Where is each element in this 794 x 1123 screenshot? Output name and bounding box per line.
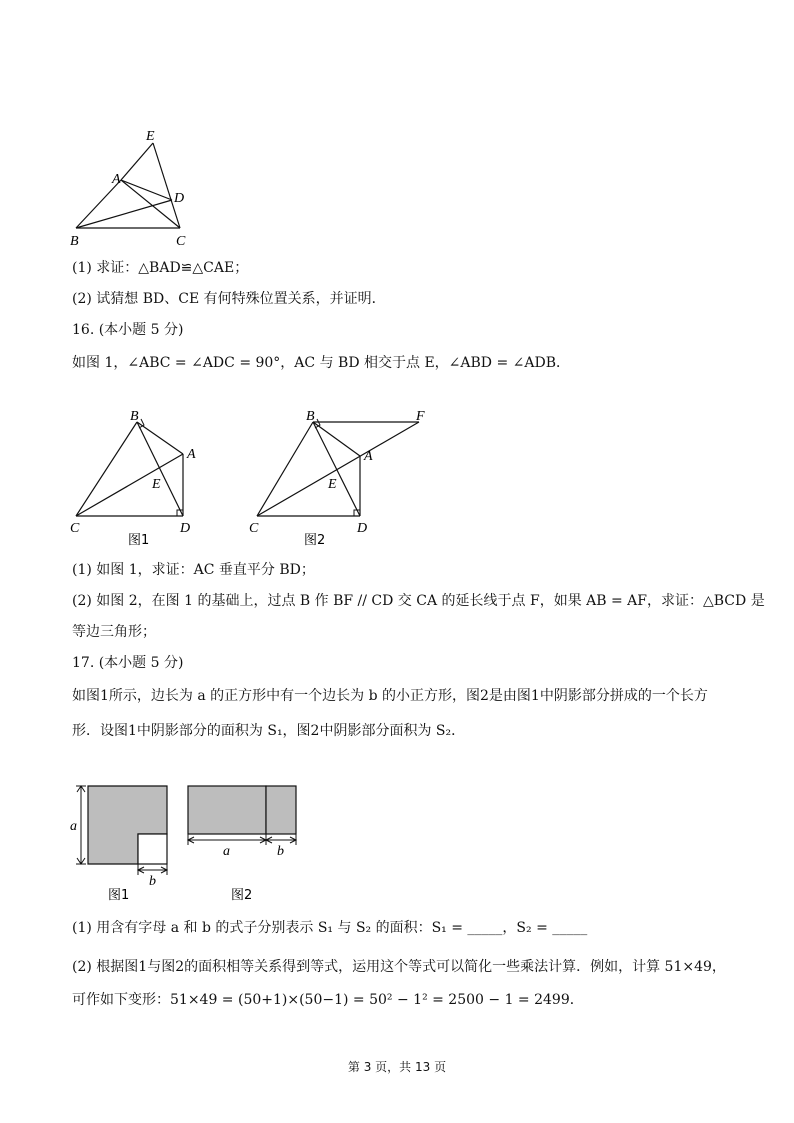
segment-EC: [153, 143, 180, 228]
q16-header: 16. (本小题 5 分): [72, 322, 184, 338]
label-D: D: [180, 521, 191, 536]
q17-part2-line2: 可作如下变形：51×49 = (50+1)×(50−1) = 50² − 1² = 2500 − 1 = 2499．: [72, 992, 584, 1008]
q17-stem-line2: 形．设图1中阴影部分的面积为 S₁，图2中阴影部分面积为 S₂．: [72, 723, 466, 739]
label-A: A: [187, 447, 196, 462]
q17-stem-line1: 如图1所示，边长为 a 的正方形中有一个边长为 b 的小正方形，图2是由图1中阴影部分拼成的一个长方: [72, 688, 708, 704]
segment-CB: [257, 422, 313, 516]
q16-figure-1: [62, 408, 212, 550]
segment-CA: [76, 454, 183, 516]
segment-AD: [121, 180, 172, 200]
label-b: b: [149, 874, 156, 889]
segment-BD: [313, 422, 360, 516]
page-footer: 第 3 页，共 13 页: [347, 1060, 447, 1074]
fig2-caption: 图2: [304, 533, 326, 548]
label-F: F: [416, 409, 425, 424]
label-B: B: [70, 234, 79, 249]
label-A: A: [112, 172, 121, 187]
q17-figure-2: [180, 778, 310, 906]
label-E: E: [328, 477, 337, 492]
label-B: B: [130, 409, 139, 424]
segment-AE: [121, 143, 153, 180]
q15-part2: (2) 试猜想 BD、CE 有何特殊位置关系，并证明．: [72, 291, 386, 307]
fig1-caption: 图1: [108, 888, 130, 903]
label-C: C: [70, 521, 80, 536]
fig1-caption: 图1: [128, 533, 150, 548]
q17-header: 17. (本小题 5 分): [72, 655, 184, 671]
label-D: D: [174, 191, 185, 206]
segment-CB: [76, 422, 137, 516]
label-C: C: [249, 521, 259, 536]
q16-stem: 如图 1，∠ABC = ∠ADC = 90°，AC 与 BD 相交于点 E，∠ABD = ∠ADB．: [72, 355, 571, 371]
q16-part2-line2: 等边三角形；: [72, 624, 156, 640]
label-E: E: [146, 129, 155, 144]
shaded-rect-b: [266, 786, 296, 834]
small-square: [138, 834, 167, 864]
label-a: a: [223, 844, 230, 859]
q15-part1: (1) 求证：△BAD≌△CAE；: [72, 260, 249, 276]
q16-figure-2: [243, 408, 443, 550]
segment-BD: [137, 422, 183, 516]
segment-BA: [137, 422, 183, 454]
label-D: D: [357, 521, 368, 536]
q17-part1: (1) 用含有字母 a 和 b 的式子分别表示 S₁ 与 S₂ 的面积：S₁ = _____，S₂ = _____: [72, 920, 588, 936]
q16-part2-line1: (2) 如图 2，在图 1 的基础上，过点 B 作 BF // CD 交 CA 的延长线于点 F，如果 AB = AF，求证：△BCD 是: [72, 593, 765, 609]
figure-triangles-top: [60, 120, 220, 255]
label-C: C: [176, 234, 186, 249]
segment-BD: [76, 200, 172, 228]
segment-BA: [76, 180, 121, 228]
label-b: b: [277, 844, 284, 859]
label-E: E: [152, 477, 161, 492]
segment-AC: [121, 180, 180, 228]
label-A: A: [364, 449, 373, 464]
label-a: a: [70, 819, 77, 834]
segment-BA: [313, 422, 360, 456]
label-B: B: [306, 409, 315, 424]
segment-CF: [257, 422, 419, 516]
shaded-rect-a: [188, 786, 266, 834]
fig2-caption: 图2: [231, 888, 253, 903]
q17-part2-line1: (2) 根据图1与图2的面积相等关系得到等式，运用这个等式可以简化一些乘法计算．例如，计算 51×49，: [72, 959, 726, 975]
q17-figure-1: [64, 778, 184, 906]
q16-part1: (1) 如图 1，求证：AC 垂直平分 BD；: [72, 562, 315, 578]
